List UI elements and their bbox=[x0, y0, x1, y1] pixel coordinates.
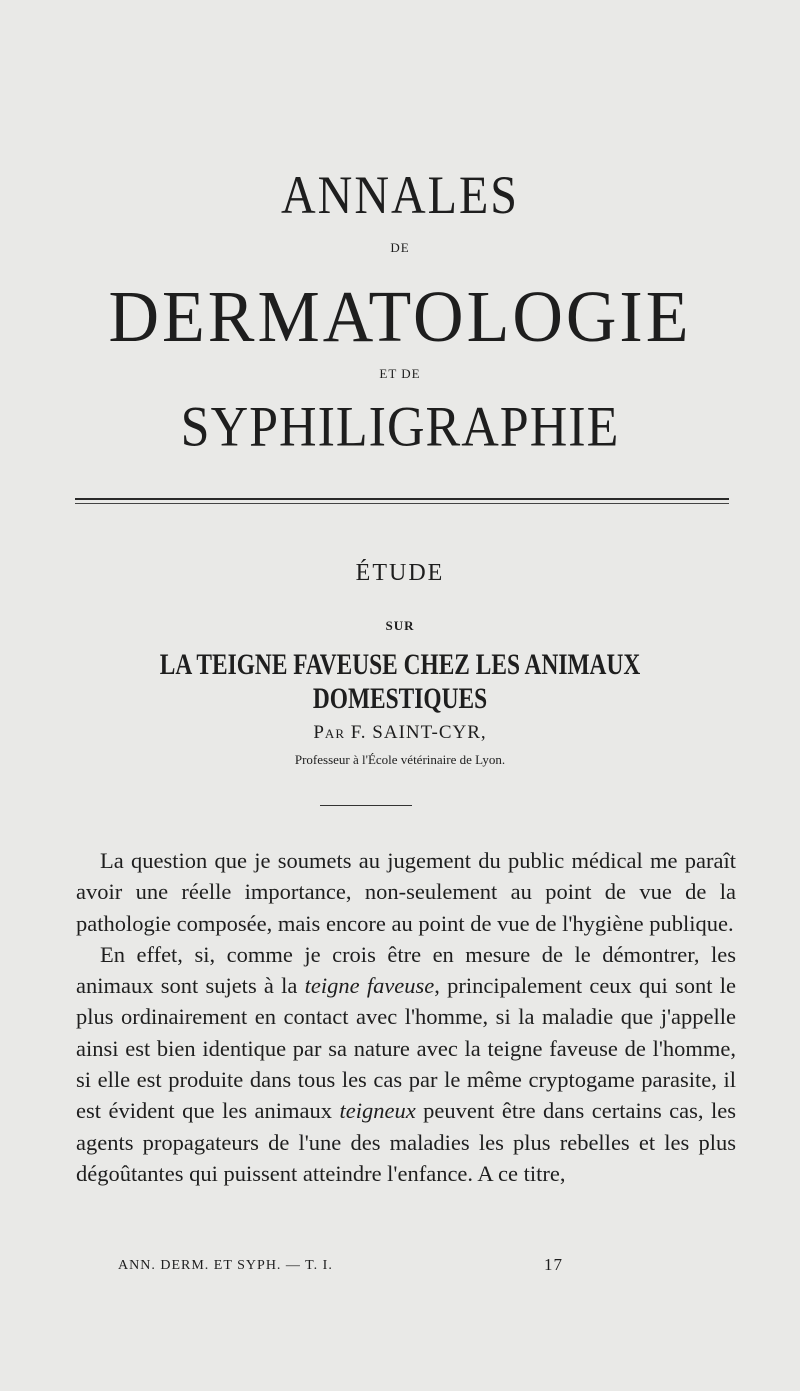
paragraph-2-emphasis-2: teigneux bbox=[339, 1098, 416, 1124]
article-sur: SUR bbox=[385, 618, 415, 633]
article-author bbox=[0, 722, 800, 744]
article-kicker: ÉTUDE bbox=[355, 560, 445, 586]
paragraph-2-emphasis-1: teigne faveuse bbox=[304, 973, 435, 999]
title-divider bbox=[75, 498, 729, 500]
journal-subtitle: SYPHILIGRAPHIE bbox=[180, 396, 620, 459]
author-name: F. SAINT-CYR, bbox=[350, 722, 487, 743]
page-number: 17 bbox=[544, 1255, 563, 1274]
paragraph-2-text-c: peuvent être dans certains cas, les agents propagateurs de l'une des maladies les plus rebelles et les plus dégoûtantes qui puissent atteindre l'enfance. A ce titre, bbox=[76, 1098, 736, 1186]
section-divider bbox=[320, 805, 412, 806]
journal-title-de: DE bbox=[390, 240, 410, 255]
journal-title: ANNALES bbox=[281, 165, 519, 226]
journal-main-title: DERMATOLOGIE bbox=[108, 277, 692, 358]
journal-title-et-de: ET DE bbox=[379, 366, 421, 381]
title-divider-thin bbox=[75, 503, 729, 504]
paragraph-1: La question que je soumets au jugement du public médical me paraît avoir une réelle importance, non-seulement au point de vue de la pathologie composée, mais encore au point de vue de l'hygiène publique. bbox=[76, 848, 736, 936]
footer-journal-ref: ANN. DERM. ET SYPH. — T. I. bbox=[118, 1258, 333, 1273]
author-prefix: Par bbox=[313, 722, 345, 743]
paragraph-2-text-a: En effet, si, comme je crois être en mesure de le démontrer, les animaux sont sujets à la bbox=[76, 941, 736, 999]
author-affiliation: Professeur à l'École vétérinaire de Lyon. bbox=[294, 752, 506, 767]
paragraph-2-text-b: , principalement ceux qui sont le plus ordinairement en contact avec l'homme, si la maladie que j'appelle ainsi est bien identique par sa nature avec la teigne faveuse de l'homme, si elle est produite dans tous les cas par le même cryptogame parasite, il est évident que les animaux bbox=[76, 973, 736, 1124]
article-title: LA TEIGNE FAVEUSE CHEZ LES ANIMAUX DOMESTIQUES bbox=[159, 648, 641, 715]
paragraph-2 bbox=[76, 939, 736, 1189]
article-body bbox=[76, 845, 736, 1189]
